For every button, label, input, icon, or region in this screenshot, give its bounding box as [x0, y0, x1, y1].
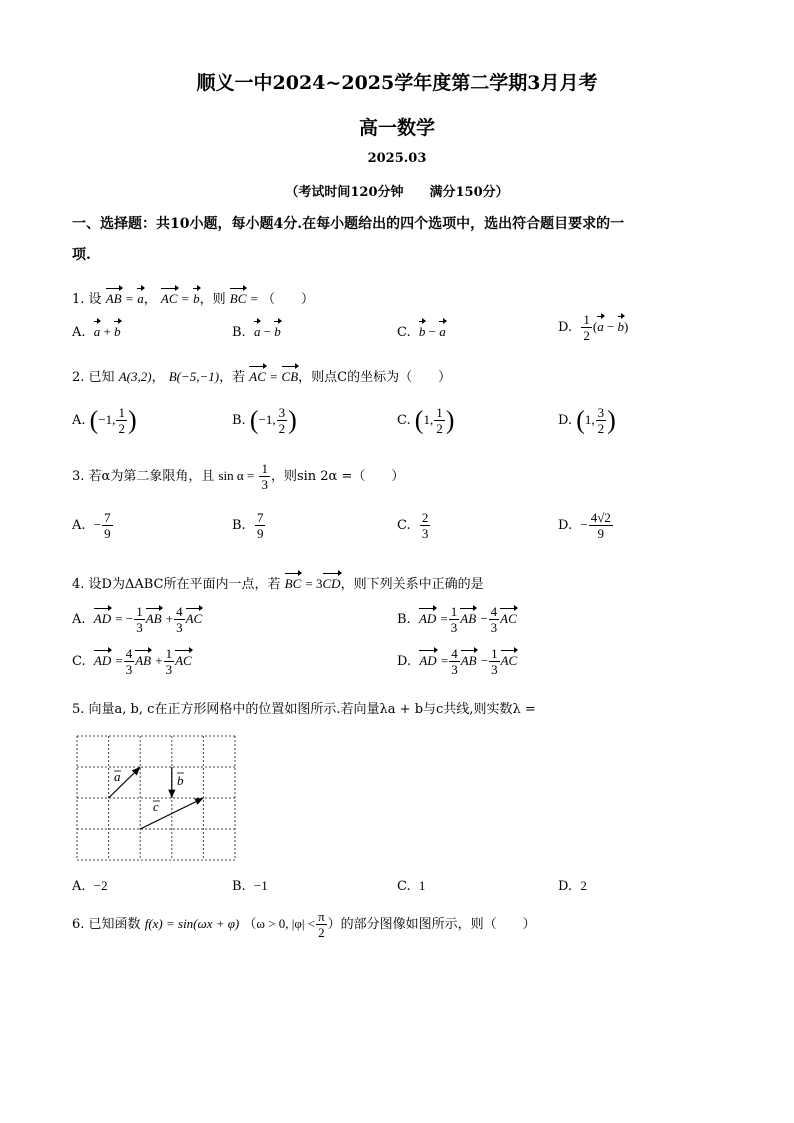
vector-bc: BC [229, 291, 247, 306]
question-4: 4. 设D为ΔABC所在平面内一点，若 BC = 3CD，则下列关系中正确的是 [72, 576, 484, 592]
q4-option-b[interactable]: B. AD = $\frac{1}{3}$ AB − $\frac{4}{3}$ AC [397, 604, 517, 635]
exam-date: 2025.03 [367, 151, 427, 166]
vector-ab: AB [105, 291, 122, 306]
vector-b-label: b [177, 773, 184, 788]
q3-option-a[interactable]: A. − $\frac{7}{9}$ [72, 510, 111, 541]
question-6: 6. 已知函数 f(x) = sin(ωx + φ) （ω > 0, |φ| < $\frac{\pi}{2}$ ）的部分图像如图所示，则（ ） [72, 909, 536, 940]
q3-option-c[interactable]: C. $\frac{2}{3}$ [397, 510, 429, 541]
vector-grid-figure [76, 735, 238, 863]
q2-option-a[interactable]: A. (−1, $\frac{1}{2}$ ) [72, 405, 137, 436]
q4-option-c[interactable]: C. AD = $\frac{4}{3}$ AB + $\frac{1}{3}$ AC [72, 646, 192, 677]
q1-option-b[interactable]: B. a − b [232, 324, 281, 340]
point-b: B(−5,−1) [168, 369, 220, 384]
q2-option-d[interactable]: D. (1, $\frac{3}{2}$ ) [558, 405, 616, 436]
point-a: A(3,2) [118, 369, 152, 384]
vector-ac: AC [160, 291, 178, 306]
q1-option-c[interactable]: C. b − a [397, 324, 446, 340]
q3-option-d[interactable]: D. − $\frac{4√2}{9}$ [558, 510, 611, 541]
section-heading-line2: 项. [72, 247, 91, 263]
q2-option-c[interactable]: C. (1, $\frac{1}{2}$ ) [397, 405, 455, 436]
q4-option-d[interactable]: D. AD = $\frac{4}{3}$ AB − $\frac{1}{3}$ AC [397, 646, 518, 677]
question-number: 3. [72, 469, 85, 484]
q1-option-a[interactable]: A. a + b [72, 324, 121, 340]
exam-title: 顺义一中2024~2025学年度第二学期3月月考 [196, 72, 598, 94]
q1-option-d[interactable]: D. $\frac{1}{2}$ (a − b) [558, 312, 629, 343]
q3-option-b[interactable]: B. $\frac{7}{9}$ [232, 510, 264, 541]
section-heading-line1: 一、选择题：共10小题，每小题4分.在每小题给出的四个选项中，选出符合题目要求的一 [72, 216, 625, 232]
q5-option-c[interactable]: C. 1 [397, 878, 426, 894]
q5-option-d[interactable]: D. 2 [558, 878, 587, 894]
grid-lines [77, 736, 235, 860]
question-number: 5. [72, 702, 85, 717]
question-text: 设 [88, 292, 102, 307]
vector-b: b [193, 291, 200, 306]
function-expression: f(x) = sin(ωx + φ) [144, 916, 240, 931]
q5-option-b[interactable]: B. −1 [232, 878, 268, 894]
question-number: 2. [72, 370, 85, 385]
q4-option-a[interactable]: A. AD = − $\frac{1}{3}$ AB + $\frac{4}{3}$ AC [72, 604, 203, 635]
question-1: 1. 设 AB = a， AC = b，则 BC = （ ） [72, 291, 315, 307]
vector-c-label: c [153, 799, 159, 814]
vector-a-label: a [114, 769, 121, 784]
q5-option-a[interactable]: A. −2 [72, 878, 108, 894]
question-3: 3. 若α为第二象限角，且 sin α = $\frac{1}{3}$ ，则sin 2α =（ ） [72, 461, 405, 492]
exam-info: （考试时间120分钟 满分150分） [285, 185, 509, 200]
exam-subject: 高一数学 [358, 117, 435, 139]
question-5: 5. 向量a, b, c在正方形网格中的位置如图所示.若向量λa + b与c共线,则实数λ = [72, 702, 536, 717]
question-2: 2. 已知 A(3,2)， B(−5,−1)，若 AC = CB，则点C的坐标为（ ） [72, 369, 452, 385]
q2-option-b[interactable]: B. (−1, $\frac{3}{2}$ ) [232, 405, 297, 436]
vector-a: a [137, 291, 144, 306]
question-number: 1. [72, 292, 85, 307]
question-number: 6. [72, 917, 85, 932]
question-number: 4. [72, 577, 85, 592]
